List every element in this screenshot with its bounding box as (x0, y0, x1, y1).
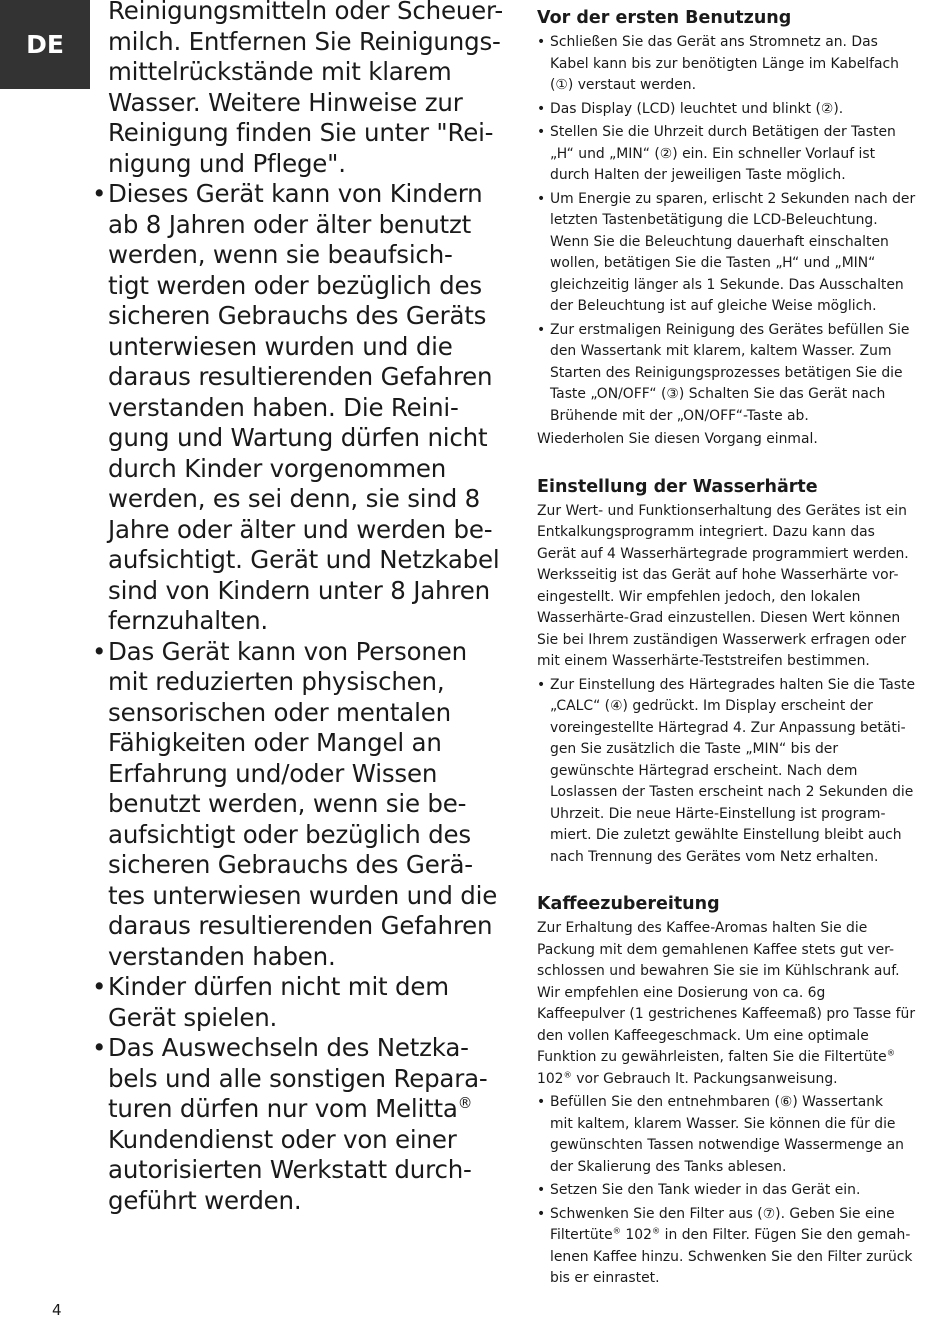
instruction-line: gewünschte Härtegrad erscheint. Nach dem (550, 762, 858, 779)
bullet-text (550, 99, 947, 121)
section-paragraph (537, 918, 947, 1090)
language-tab (0, 0, 90, 89)
language-tab-label: DE (26, 30, 64, 59)
instruction-line: Wenn Sie die Beleuchtung dauerhaft einschalten (550, 233, 889, 250)
bullet-line: geführt werden. (108, 1185, 302, 1215)
instruction-bullet (537, 1204, 947, 1290)
bullet-text (108, 179, 514, 637)
bullet-line: Erfahrung und/oder Wissen (108, 758, 438, 788)
bullet-line: sicheren Gebrauchs des Gerä- (108, 850, 473, 879)
paragraph-line: Kaffeepulver (1 gestrichenes Kaffeemaß) pro Tasse für (537, 1006, 916, 1022)
section-paragraph (537, 429, 947, 451)
page-number: 4 (52, 1301, 62, 1319)
safety-bullet-item (92, 637, 514, 973)
bullet-marker: • (537, 321, 546, 338)
bullet-line: autorisierten Werkstatt durch- (108, 1155, 472, 1184)
instruction-line: der Skalierung des Tanks ablesen. (550, 1158, 787, 1175)
instruction-line: Taste „ON/OFF“ (③) Schalten Sie das Gerät nach (550, 386, 886, 402)
instruction-line: Brühende mit der „ON/OFF“-Taste ab. (550, 407, 809, 424)
bullet-marker: • (537, 676, 546, 693)
instruction-line: durch Halten der jeweiligen Taste möglich. (550, 167, 846, 183)
instruction-bullet (537, 122, 947, 187)
instruction-line: voreingestellte Härtegrad 4. Zur Anpassung betäti- (550, 719, 906, 736)
instruction-line: Setzen Sie den Tank wieder in das Gerät ein. (550, 1182, 861, 1198)
bullet-line: ab 8 Jahren oder älter benutzt (108, 209, 472, 239)
safety-bullet-list (92, 179, 514, 1216)
bullet-text (550, 1092, 947, 1178)
paragraph-line: mit einem Wasserhärte-Teststreifen bestimmen. (537, 653, 870, 669)
bullet-text (550, 1204, 947, 1290)
bullet-line: daraus resultierenden Gefahren (108, 362, 493, 391)
instruction-line: miert. Die zuletzt gewählte Einstellung bleibt auch (550, 827, 902, 843)
bullet-marker: • (537, 34, 546, 50)
bullet-text (550, 122, 947, 187)
paragraph-line: Gerät auf 4 Wasserhärtegrade programmiert werden. (537, 545, 909, 562)
instruction-line: Stellen Sie die Uhrzeit durch Betätigen der Tasten (550, 124, 896, 140)
instruction-line: der Beleuchtung ist auf gleiche Weise möglich. (550, 298, 877, 314)
bullet-line: Dieses Gerät kann von Kindern (108, 179, 483, 208)
bullet-line: werden, wenn sie beaufsich- (108, 240, 453, 269)
instruction-line: Zur erstmaligen Reinigung des Gerätes befüllen Sie (550, 321, 910, 338)
instruction-line: Filtertüte® 102® in den Filter. Fügen Sie den gemah- (550, 1225, 911, 1243)
bullet-line: tes unterwiesen wurden und die (108, 880, 498, 910)
paragraph-line: Zur Erhaltung des Kaffee-Aromas halten Sie die (537, 920, 868, 936)
instruction-bullet (537, 1180, 947, 1202)
bullet-line: Das Auswechseln des Netzka- (108, 1033, 469, 1062)
instruction-line: Kabel kann bis zur benötigten Länge im Kabelfach (550, 55, 899, 72)
paragraph-line: 102® vor Gebrauch lt. Packungsanweisung. (537, 1068, 838, 1087)
instruction-line: wollen, betätigen Sie die Tasten „H“ und „MIN“ (550, 255, 876, 271)
instruction-bullet (537, 675, 947, 869)
instruction-line: Schließen Sie das Gerät ans Stromnetz an. Das (550, 34, 878, 50)
bullet-line: sensorischen oder mentalen (108, 697, 451, 727)
paragraph-line: Packung mit dem gemahlenen Kaffee stets gut ver- (537, 941, 894, 958)
instruction-bullet (537, 189, 947, 318)
paragraph-line: Zur Wert- und Funktionserhaltung des Gerätes ist ein (537, 502, 907, 519)
bullet-marker: • (92, 972, 107, 1001)
paragraph-line: Wir empfehlen eine Dosierung von ca. 6g (537, 984, 826, 1001)
bullet-line: fernzuhalten. (108, 606, 268, 635)
bullet-text (108, 1033, 514, 1216)
instruction-line: Befüllen Sie den entnehmbaren (⑥) Wassertank (550, 1094, 884, 1110)
bullet-line: turen dürfen nur vom Melitta® (108, 1094, 473, 1123)
paragraph-line: den vollen Kaffeegeschmack. Um eine optimale (537, 1027, 869, 1044)
instruction-line: gleichzeitig länger als 1 Sekunde. Das Ausschalten (550, 276, 904, 293)
bullet-line: sicheren Gebrauchs des Geräts (108, 301, 487, 330)
bullet-text (108, 637, 514, 973)
intro-line: Wasser. Weitere Hinweise zur (108, 87, 463, 117)
bullet-line: Jahre oder älter und werden be- (108, 514, 493, 544)
section-heading: Kaffeezubereitung (537, 894, 720, 914)
instruction-line: nach Trennung des Gerätes vom Netz erhalten. (550, 848, 879, 865)
bullet-marker: • (92, 1033, 107, 1062)
bullet-marker: • (92, 179, 107, 208)
section-heading: Vor der ersten Benutzung (537, 8, 792, 28)
bullet-line: Das Gerät kann von Personen (108, 636, 467, 666)
intro-line: milch. Entfernen Sie Reinigungs- (108, 26, 501, 56)
instruction-line: Um Energie zu sparen, erlischt 2 Sekunden nach der (550, 190, 916, 207)
safety-bullet-item (92, 179, 514, 637)
paragraph-line: Wasserhärte-Grad einzustellen. Diesen Wert können (537, 610, 901, 626)
instruction-line: Das Display (LCD) leuchtet und blinkt (②). (550, 100, 844, 117)
instruction-line: den Wassertank mit klarem, kaltem Wasser. Zum (550, 343, 892, 359)
bullet-line: Kundendienst oder von einer (108, 1124, 457, 1154)
paragraph-line: Sie bei Ihrem zuständigen Wasserwerk erfragen oder (537, 631, 907, 648)
paragraph-line: Funktion zu gewährleisten, falten Sie die Filtertüte® (537, 1047, 896, 1065)
bullet-line: mit reduzierten physischen, (108, 667, 445, 696)
section-heading: Einstellung der Wasserhärte (537, 476, 818, 497)
instruction-line: „H“ und „MIN“ (②) ein. Ein schneller Vorlauf ist (550, 145, 876, 162)
bullet-line: verstanden haben. Die Reini- (108, 392, 459, 422)
bullet-line: daraus resultierenden Gefahren (108, 911, 493, 940)
bullet-text (550, 1180, 947, 1202)
bullet-marker: • (537, 190, 546, 207)
intro-line: Reinigungsmitteln oder Scheuer- (108, 0, 503, 25)
bullet-line: verstanden haben. (108, 941, 336, 971)
safety-bullet-item (92, 972, 514, 1033)
paragraph-line: Entkalkungsprogramm integriert. Dazu kann das (537, 524, 875, 540)
paragraph-line: Wiederholen Sie diesen Vorgang einmal. (537, 431, 818, 447)
instruction-line: Schwenken Sie den Filter aus (⑦). Geben Sie eine (550, 1205, 895, 1222)
instruction-line: bis er einrastet. (550, 1270, 660, 1286)
safety-bullet-item (92, 1033, 514, 1216)
bullet-line: aufsichtigt. Gerät und Netzkabel (108, 545, 500, 574)
instruction-line: letzten Tastenbetätigung die LCD-Beleuchtung. (550, 212, 878, 228)
bullet-line: Gerät spielen. (108, 1002, 278, 1032)
instruction-line: gen Sie zusätzlich die Taste „MIN“ bis der (550, 741, 839, 757)
bullet-marker: • (537, 124, 546, 140)
instruction-bullet (537, 1092, 947, 1178)
intro-line: mittelrückstände mit klarem (108, 57, 452, 86)
bullet-line: tigt werden oder bezüglich des (108, 270, 482, 300)
instruction-bullet (537, 32, 947, 97)
left-column (92, 0, 514, 1216)
bullet-line: Fähigkeiten oder Mangel an (108, 728, 442, 757)
bullet-text (550, 32, 947, 97)
instruction-bullet (537, 320, 947, 428)
bullet-line: unterwiesen wurden und die (108, 331, 453, 361)
bullet-line: aufsichtigt oder bezüglich des (108, 819, 471, 849)
instruction-line: Starten des Reinigungsprozesses betätigen Sie die (550, 364, 903, 381)
bullet-marker: • (92, 636, 107, 666)
bullet-text (108, 972, 514, 1033)
instruction-line: mit kaltem, klarem Wasser. Sie können die für die (550, 1115, 896, 1132)
bullet-line: sind von Kindern unter 8 Jahren (108, 575, 490, 605)
bullet-line: benutzt werden, wenn sie be- (108, 789, 467, 818)
bullet-text (550, 675, 947, 869)
instruction-line: (①) verstaut werden. (550, 77, 697, 93)
bullet-marker: • (537, 1205, 546, 1222)
paragraph-line: Werksseitig ist das Gerät auf hohe Wasserhärte vor- (537, 567, 899, 583)
instruction-line: gewünschten Tassen notwendige Wassermenge an (550, 1137, 904, 1153)
bullet-marker: • (537, 1094, 546, 1110)
instruction-line: Uhrzeit. Die neue Härte-Einstellung ist program- (550, 805, 886, 822)
instruction-line: Loslassen der Tasten erscheint nach 2 Sekunden die (550, 784, 914, 800)
bullet-marker: • (537, 1182, 546, 1198)
intro-line: nigung und Pflege". (108, 148, 346, 178)
instruction-bullet (537, 99, 947, 121)
bullet-line: durch Kinder vorgenommen (108, 453, 447, 483)
section-paragraph (537, 501, 947, 673)
bullet-text (550, 189, 947, 318)
paragraph-line: eingestellt. Wir empfehlen jedoch, den lokalen (537, 588, 861, 605)
intro-paragraph (108, 0, 514, 179)
bullet-line: gung und Wartung dürfen nicht (108, 423, 488, 452)
bullet-line: werden, es sei denn, sie sind 8 (108, 484, 481, 513)
bullet-line: Kinder dürfen nicht mit dem (108, 972, 449, 1001)
bullet-line: bels und alle sonstigen Repara- (108, 1063, 488, 1093)
instruction-line: „CALC“ (④) gedrückt. Im Display erscheint der (550, 698, 873, 714)
bullet-marker: • (537, 100, 546, 117)
right-column (537, 6, 947, 1292)
instruction-line: lenen Kaffee hinzu. Schwenken Sie den Filter zurück (550, 1248, 913, 1265)
instruction-line: Zur Einstellung des Härtegrades halten Sie die Taste (550, 676, 915, 693)
intro-line: Reinigung finden Sie unter "Rei- (108, 118, 494, 147)
paragraph-line: schlossen und bewahren Sie sie im Kühlschrank auf. (537, 963, 900, 979)
bullet-text (550, 320, 947, 428)
